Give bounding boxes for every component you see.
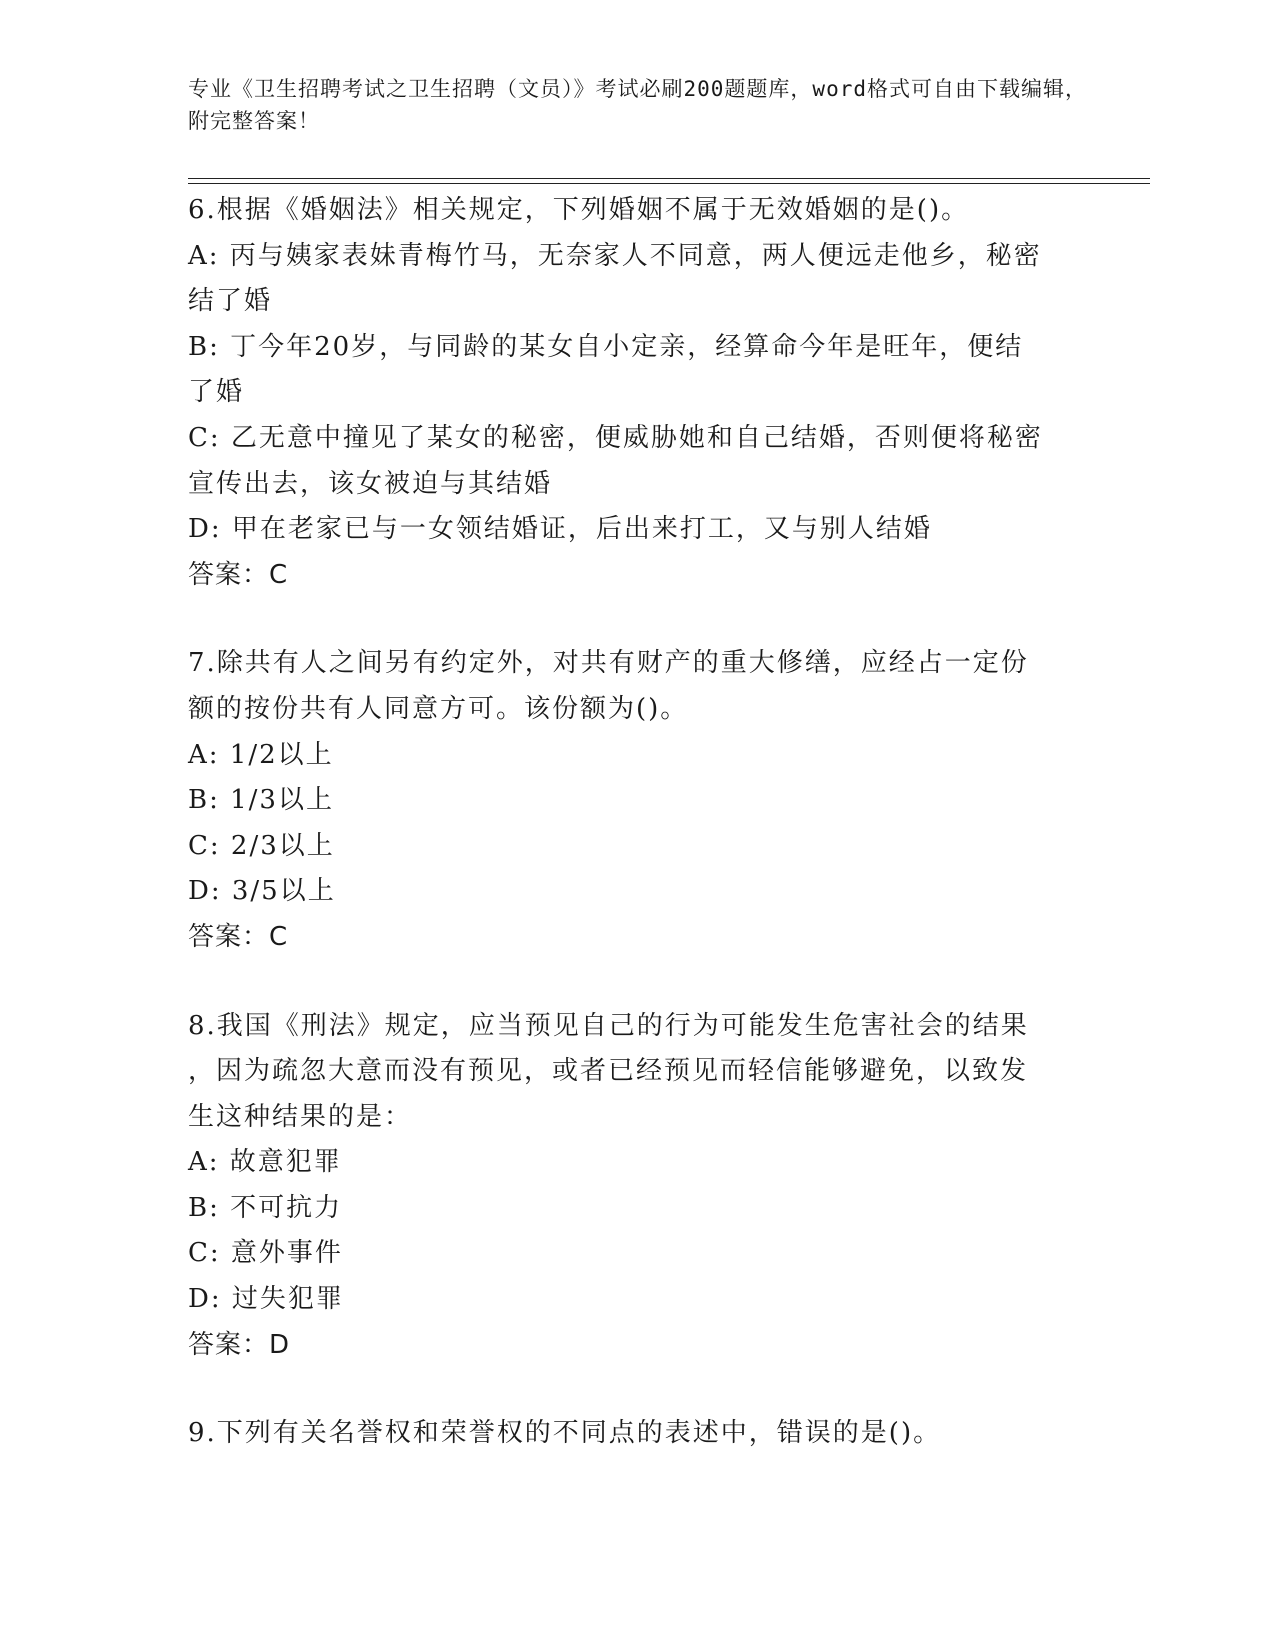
question-stem: 6.根据《婚姻法》相关规定，下列婚姻不属于无效婚姻的是()。 bbox=[188, 195, 970, 225]
option-d: D: 甲在老家已与一女领结婚证，后出来打工，又与别人结婚 bbox=[188, 514, 932, 545]
option-c: C: 2/3以上 bbox=[188, 830, 335, 861]
option-a: A: 丙与姨家表妹青梅竹马，无奈家人不同意，两人便远走他乡，秘密 bbox=[188, 240, 1042, 271]
option-c: C: 意外事件 bbox=[188, 1238, 343, 1269]
header-rule-top bbox=[188, 178, 1150, 179]
answer: 答案：C bbox=[188, 559, 289, 590]
question-stem: 9.下列有关名誉权和荣誉权的不同点的表述中，错误的是()。 bbox=[188, 1418, 942, 1449]
question-stem-continued: ，因为疏忽大意而没有预见，或者已经预见而轻信能够避免，以致发 bbox=[188, 1056, 1029, 1087]
header-rule-bottom bbox=[188, 183, 1150, 184]
question-stem: 7.除共有人之间另有约定外，对共有财产的重大修缮，应经占一定份 bbox=[188, 648, 1029, 679]
option-b: B: 1/3以上 bbox=[188, 785, 334, 816]
option-d: D: 过失犯罪 bbox=[188, 1284, 344, 1315]
option-b: B: 丁今年20岁，与同龄的某女自小定亲，经算命今年是旺年，便结 bbox=[188, 331, 1024, 362]
answer: 答案：D bbox=[188, 1329, 291, 1360]
option-a: A: 故意犯罪 bbox=[188, 1147, 342, 1178]
option-a: A: 1/2以上 bbox=[188, 739, 334, 770]
question-stem-continued: 额的按份共有人同意方可。该份额为()。 bbox=[188, 693, 689, 724]
question-stem: 8.我国《刑法》规定，应当预见自己的行为可能发生危害社会的结果 bbox=[188, 1010, 1029, 1041]
header-text: 专业《卫生招聘考试之卫生招聘（文员）》考试必刷200题题库，word格式可自由下载编辑，附完整答案！ bbox=[188, 77, 1087, 133]
option-c: C: 乙无意中撞见了某女的秘密，便威胁她和自己结婚，否则便将秘密 bbox=[188, 422, 1043, 453]
option-b: B: 不可抗力 bbox=[188, 1192, 343, 1223]
question-9 bbox=[188, 1411, 1088, 1457]
document-header bbox=[188, 73, 1088, 137]
question-stem-continued: 生这种结果的是： bbox=[188, 1101, 413, 1132]
answer: 答案：C bbox=[188, 921, 289, 952]
question-6 bbox=[188, 188, 1088, 598]
question-list bbox=[188, 188, 1088, 1500]
option-c-continued: 宣传出去，该女被迫与其结婚 bbox=[188, 468, 553, 499]
option-b-continued: 了婚 bbox=[188, 377, 245, 408]
question-8 bbox=[188, 1004, 1088, 1369]
question-7 bbox=[188, 641, 1088, 960]
option-a-continued: 结了婚 bbox=[188, 286, 273, 317]
option-d: D: 3/5以上 bbox=[188, 876, 336, 907]
